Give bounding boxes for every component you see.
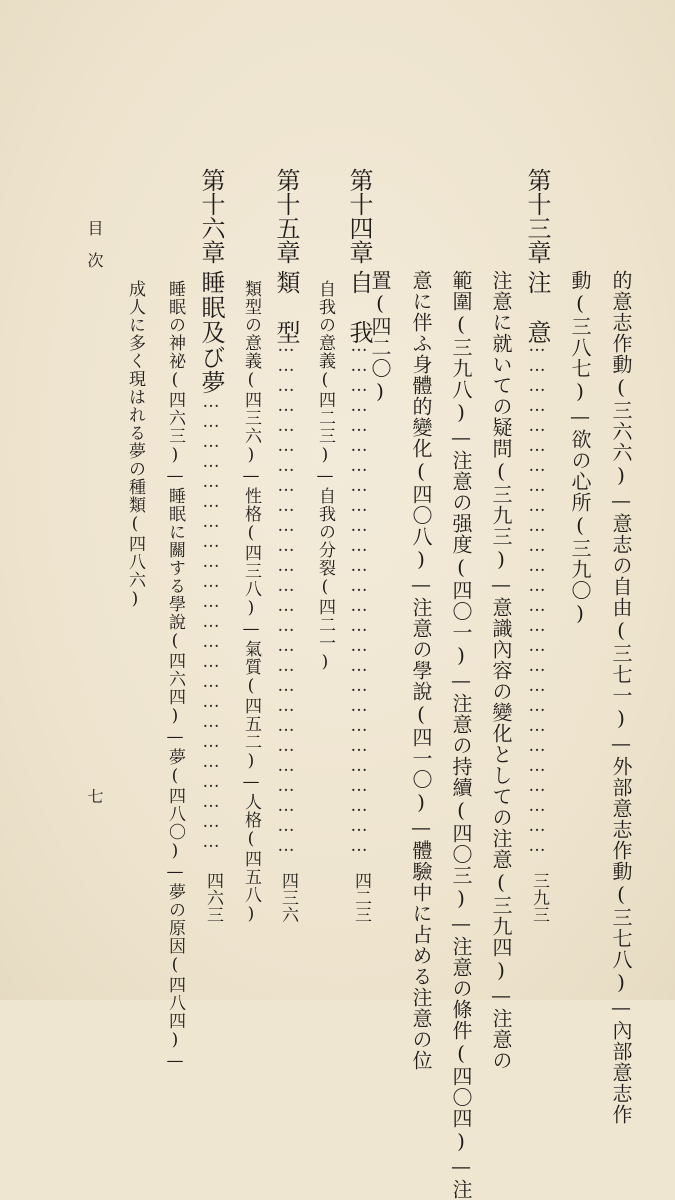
chapter-15-leader-dots: …………………………………………………………………… <box>276 336 296 856</box>
chapter-14-number: 第十四章 <box>345 168 373 264</box>
chapter-15-page: 四三六 <box>278 872 298 923</box>
chapter-15-number: 第十五章 <box>272 168 300 264</box>
chapter-13-number: 第十三章 <box>523 168 551 264</box>
chapter-16-leader-dots: …………………………………………………………… <box>201 392 221 852</box>
chapter-13-detail-line-1: 注意に就いての疑問(三九三)—意識內容の變化としての注意(三九四)—注意の <box>489 270 513 1071</box>
chapter-16-detail-line-1: 睡眠の神祕(四六三)—睡眠に關する學說(四六四)—夢(四八〇)—夢の原因(四八四)— <box>165 280 185 1072</box>
chapter-13-detail-line-2: 範圍(三九八)—注意の强度(四〇一)—注意の持續(四〇三)—注意の條件(四〇四)—注 <box>449 270 473 1200</box>
page-number: 七 <box>85 788 104 804</box>
chapter-16-title: 睡眠及び夢 <box>197 270 225 395</box>
chapter-14-leader-dots: …………………………………………………………………… <box>349 336 369 856</box>
chapter-14-title: 自 我 <box>345 270 373 345</box>
chapter-13-detail-line-3: 意に伴ふ身體的變化(四〇八)—注意の學說(四一〇)—體驗中に占める注意の位 <box>409 270 433 1071</box>
chapter-15-detail-line-1: 類型の意義(四三六)—性格(四三八)—氣質(四五二)—人格(四五八) <box>241 280 261 925</box>
toc-continuation-line-1: 的意志作動(三六六)—意志の自由(三七一)—外部意志作動(三七八)—內部意志作 <box>609 270 633 1125</box>
running-header: 目 次 <box>85 220 104 268</box>
toc-continuation-line-2: 動(三八七)—欲の心所(三九〇) <box>568 270 592 626</box>
chapter-16-detail-line-2: 成人に多く現はれる夢の種類(四八六) <box>125 280 145 610</box>
chapter-13-title: 注 意 <box>523 270 551 345</box>
chapter-14-page: 四二三 <box>351 872 371 923</box>
chapter-13-leader-dots: …………………………………………………………………… <box>527 336 547 856</box>
chapter-16-page: 四六三 <box>203 872 223 923</box>
chapter-13-detail-line-4: 置(四二〇) <box>368 270 392 404</box>
chapter-15-title: 類 型 <box>272 270 300 345</box>
chapter-14-detail-line-1: 自我の意義(四二三)—自我の分裂(四二一) <box>315 280 335 673</box>
chapter-13-page: 三九三 <box>529 872 549 923</box>
chapter-16-number: 第十六章 <box>197 168 225 264</box>
